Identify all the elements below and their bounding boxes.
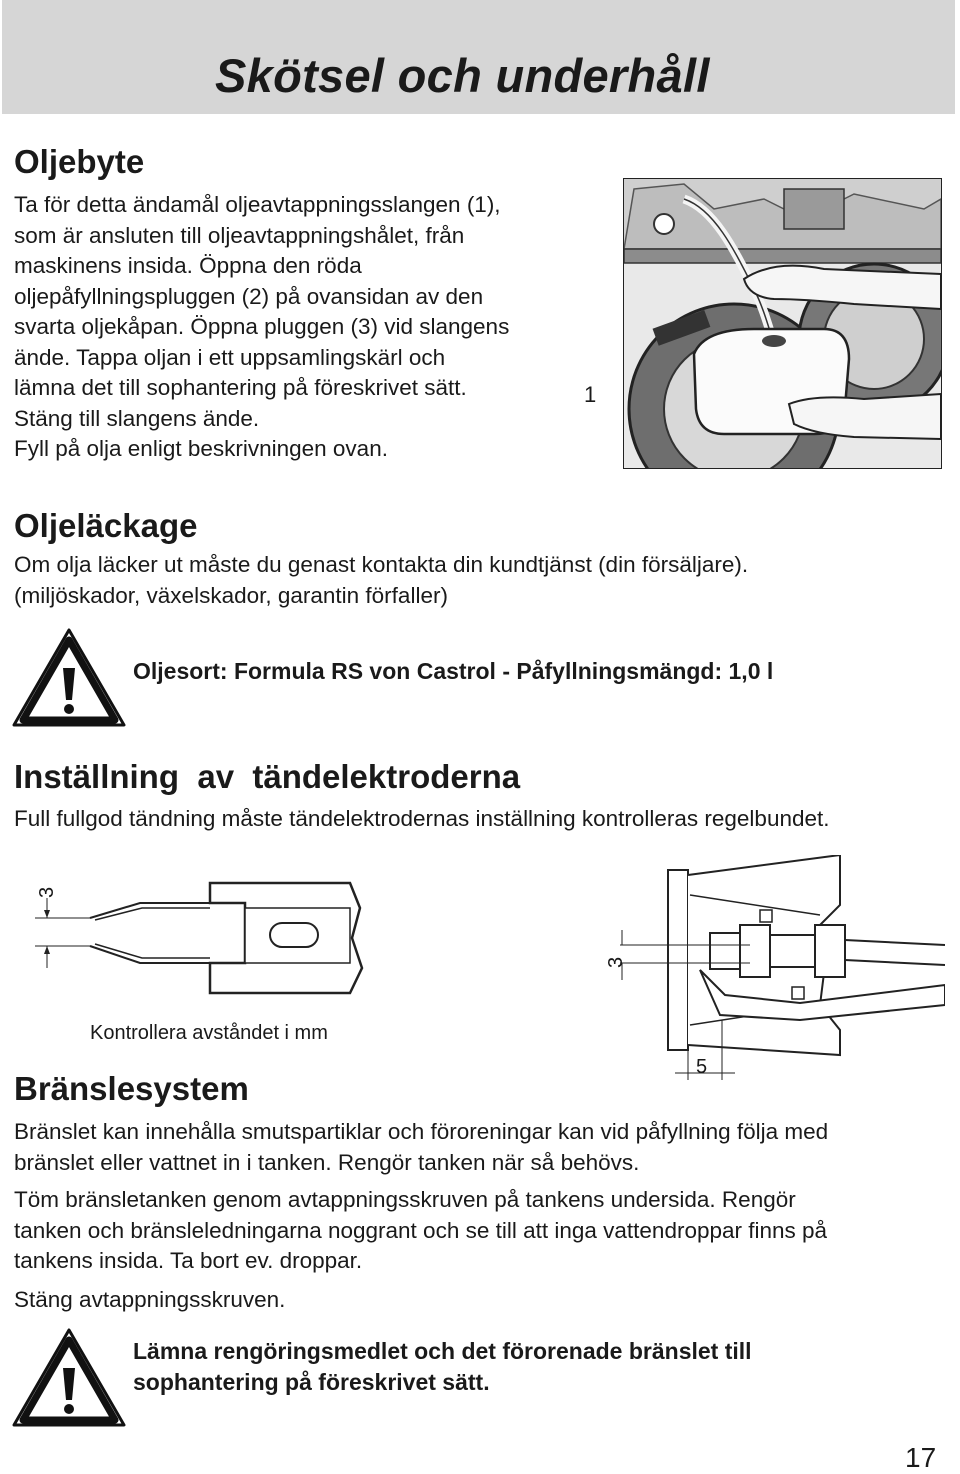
diagram-caption: Kontrollera avståndet i mm bbox=[90, 1022, 328, 1044]
oil-drain-illustration bbox=[624, 179, 941, 468]
oil-change-text bbox=[14, 190, 574, 465]
warning-triangle-icon bbox=[12, 1328, 126, 1428]
page-number: 17 bbox=[905, 1442, 937, 1473]
text-line: som är ansluten till oljeavtappningshålet, från bbox=[14, 222, 465, 248]
text-line: sophantering på föreskrivet sätt. bbox=[133, 1369, 490, 1395]
text-line: Bränslet kan innehålla smutspartiklar och föroreningar kan vid påfyllning följa med bbox=[14, 1119, 829, 1144]
burner-electrode-diagram bbox=[600, 855, 945, 1080]
dim-label-left: 3 bbox=[36, 886, 58, 898]
text-line: tanken och bränsleledningarna noggrant och se till att inga vattendroppar finns på bbox=[14, 1217, 828, 1243]
fuel-disposal-warning bbox=[133, 1336, 752, 1398]
text-line: Lämna rengöringsmedlet och det förorenade bränslet till bbox=[133, 1338, 752, 1364]
ignition-heading: Inställning av tändelektroderna bbox=[14, 758, 521, 795]
fuel-paragraph-3: Stäng avtappningsskruven. bbox=[14, 1287, 286, 1312]
text-line: oljepåfyllningspluggen (2) på ovansidan av den bbox=[14, 283, 484, 309]
fuel-paragraph-1 bbox=[14, 1117, 828, 1178]
warning-triangle-icon bbox=[12, 628, 126, 728]
text-line: maskinens insida. Öppna den röda bbox=[14, 253, 362, 278]
page-title: Skötsel och underhåll bbox=[215, 49, 710, 102]
text-line: ände. Tappa oljan i ett uppsamlingskärl och bbox=[14, 344, 446, 370]
text-line: tankens insida. Ta bort ev. droppar. bbox=[14, 1248, 363, 1273]
dim-label-right-bottom: 5 bbox=[696, 1056, 708, 1078]
fuel-heading: Bränslesystem bbox=[14, 1070, 249, 1107]
electrode-gap-diagram bbox=[30, 878, 370, 998]
text-line: Stäng till slangens ände. bbox=[14, 405, 260, 431]
oil-change-heading: Oljebyte bbox=[14, 143, 145, 180]
text-line: lämna det till sophantering på föreskrivet sätt. bbox=[14, 375, 467, 400]
text-line: Om olja läcker ut måste du genast kontakta din kundtjänst (din försäljare). bbox=[14, 552, 749, 577]
text-line: Töm bränsletanken genom avtappningsskruven på tankens undersida. Rengör bbox=[14, 1187, 796, 1212]
oil-drain-photo bbox=[623, 178, 942, 469]
oil-leak-text bbox=[14, 550, 748, 611]
text-line: Ta för detta ändamål oljeavtappningsslangen (1), bbox=[14, 192, 501, 217]
text-line: Fyll på olja enligt beskrivningen ovan. bbox=[14, 436, 388, 461]
fuel-paragraph-2 bbox=[14, 1185, 827, 1277]
text-line: bränslet eller vattnet in i tanken. Rengör tanken när så behövs. bbox=[14, 1149, 640, 1175]
ignition-text: Full fullgod tändning måste tändelektrodernas inställning kontrolleras regelbundet. bbox=[14, 806, 830, 831]
photo-callout-label: 1 bbox=[584, 382, 597, 407]
text-line: svarta oljekåpan. Öppna pluggen (3) vid slangens bbox=[14, 314, 510, 339]
oil-leak-heading: Oljeläckage bbox=[14, 507, 198, 544]
dim-label-right-vertical: 3 bbox=[605, 956, 627, 968]
oil-type-warning: Oljesort: Formula RS von Castrol - Påfyllningsmängd: 1,0 l bbox=[133, 658, 774, 684]
text-line: (miljöskador, växelskador, garantin förfaller) bbox=[14, 582, 448, 608]
